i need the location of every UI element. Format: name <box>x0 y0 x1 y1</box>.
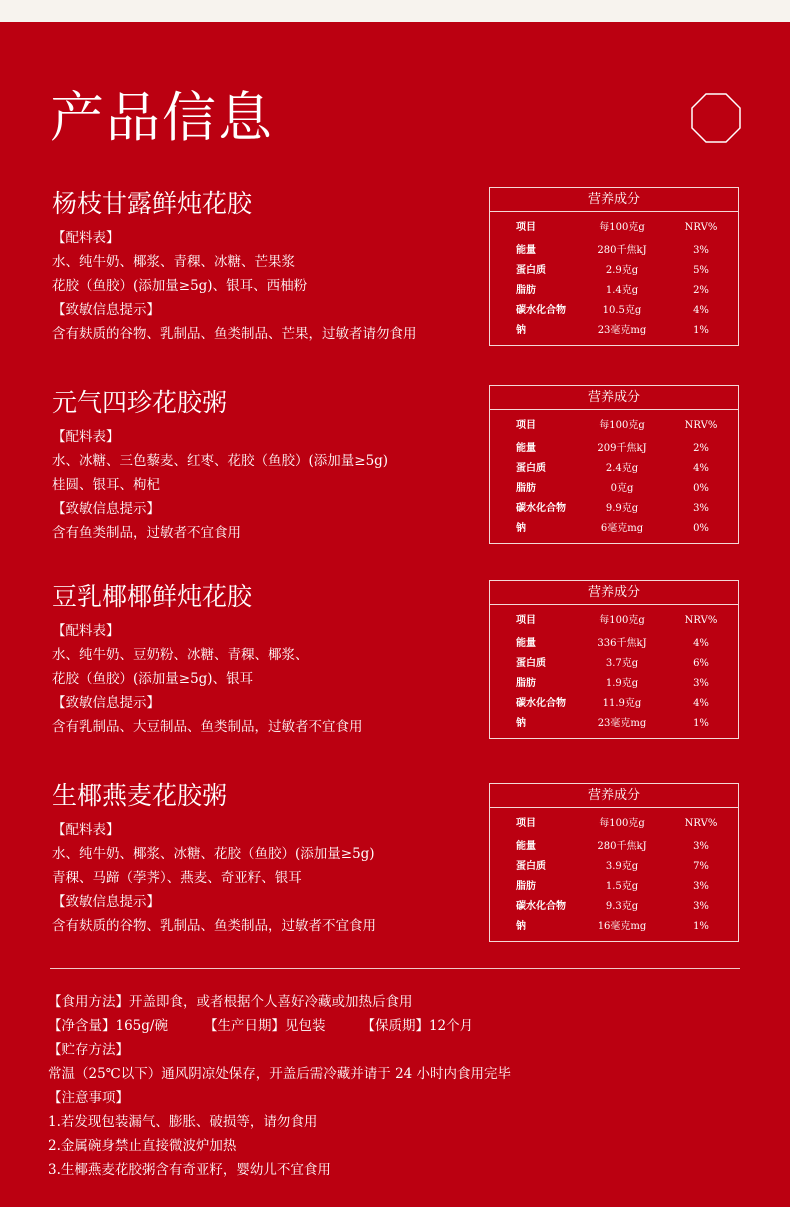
nutrition-header: 营养成分 <box>490 581 738 605</box>
column-label: NRV% <box>684 818 718 829</box>
nutrition-cell: 3% <box>693 841 709 852</box>
nutrition-cell: 2% <box>693 443 709 454</box>
product-section <box>52 581 472 739</box>
product-detail-line: 水、纯牛奶、椰浆、冰糖、花胶（鱼胶）(添加量≥5g) <box>52 846 375 862</box>
nutrition-cell: 1.4克g <box>605 285 639 296</box>
nutrition-cell: 脂肪 <box>516 678 536 689</box>
nutrition-cell: 3% <box>693 503 709 514</box>
nutrition-cell: 钠 <box>516 325 526 336</box>
nutrition-cell: 1.5克g <box>605 881 639 892</box>
nutrition-cell: 能量 <box>516 638 536 649</box>
nutrition-cell: 4% <box>693 698 709 709</box>
column-label: 项目 <box>516 818 536 829</box>
nutrition-row <box>490 459 738 479</box>
nutrition-column-header <box>490 611 738 631</box>
nutrition-cell: 钠 <box>516 523 526 534</box>
column-label: 项目 <box>516 420 536 431</box>
nutrition-row <box>490 877 738 897</box>
column-label: NRV% <box>684 420 718 431</box>
shelf-life: 【保质期】12个月 <box>361 1018 474 1034</box>
nutrition-cell: 碳水化合物 <box>516 698 566 709</box>
nutrition-cell: 蛋白质 <box>516 463 546 474</box>
nutrition-cell: 5% <box>693 265 709 276</box>
column-label: 每100克g <box>599 615 645 626</box>
nutrition-row <box>490 714 738 734</box>
product-detail-line: 含有麸质的谷物、乳制品、鱼类制品、芒果，过敏者请勿食用 <box>52 326 417 342</box>
nutrition-cell: 6% <box>693 658 709 669</box>
product-detail-line: 【配料表】 <box>52 429 120 445</box>
nutrition-table <box>489 783 739 942</box>
nutrition-cell: 3.9克g <box>605 861 639 872</box>
nutrition-cell: 碳水化合物 <box>516 305 566 316</box>
nutrition-row <box>490 281 738 301</box>
nutrition-cell: 脂肪 <box>516 881 536 892</box>
nutrition-row <box>490 694 738 714</box>
spec-line <box>48 1014 748 1038</box>
product-detail-line: 含有鱼类制品，过敏者不宜食用 <box>52 525 241 541</box>
nutrition-cell: 4% <box>693 463 709 474</box>
nutrition-cell: 蛋白质 <box>516 265 546 276</box>
nutrition-cell: 钠 <box>516 718 526 729</box>
nutrition-cell: 蛋白质 <box>516 861 546 872</box>
product-detail-line: 含有乳制品、大豆制品、鱼类制品，过敏者不宜食用 <box>52 719 363 735</box>
product-section <box>52 780 472 938</box>
net-content: 【净含量】165g/碗 <box>48 1018 168 1034</box>
column-label: NRV% <box>684 222 718 233</box>
nutrition-cell: 0% <box>693 483 709 494</box>
storage-text: 常温（25℃以下）通风阴凉处保存，开盖后需冷藏并请于 24 小时内食用完毕 <box>48 1066 512 1082</box>
storage-label: 【贮存方法】 <box>48 1042 129 1058</box>
nutrition-row <box>490 499 738 519</box>
nutrition-cell: 蛋白质 <box>516 658 546 669</box>
product-name: 元气四珍花胶粥 <box>52 388 228 417</box>
product-detail-line: 水、纯牛奶、椰浆、青稞、冰糖、芒果浆 <box>52 254 295 270</box>
product-detail-line: 含有麸质的谷物、乳制品、鱼类制品，过敏者不宜食用 <box>52 918 376 934</box>
notes-label: 【注意事项】 <box>48 1090 129 1106</box>
product-detail-line: 【配料表】 <box>52 623 120 639</box>
nutrition-cell: 3% <box>693 901 709 912</box>
note-item: 2.金属碗身禁止直接微波炉加热 <box>48 1138 237 1154</box>
product-detail-line: 【配料表】 <box>52 822 120 838</box>
nutrition-cell: 4% <box>693 305 709 316</box>
product-detail-line: 花胶（鱼胶）(添加量≥5g)、银耳 <box>52 671 254 687</box>
nutrition-cell: 2.9克g <box>605 265 639 276</box>
nutrition-cell: 4% <box>693 638 709 649</box>
nutrition-cell: 能量 <box>516 841 536 852</box>
page-title: 产品信息 <box>50 86 274 149</box>
product-detail-line: 【致敏信息提示】 <box>52 302 160 318</box>
nutrition-cell: 7% <box>693 861 709 872</box>
nutrition-cell: 11.9克g <box>602 698 642 709</box>
column-label: 每100克g <box>599 222 645 233</box>
nutrition-cell: 能量 <box>516 443 536 454</box>
product-detail-line: 【致敏信息提示】 <box>52 894 160 910</box>
nutrition-cell: 16毫克mg <box>597 921 647 932</box>
nutrition-row <box>490 261 738 281</box>
nutrition-header: 营养成分 <box>490 188 738 212</box>
nutrition-cell: 3% <box>693 245 709 256</box>
nutrition-cell: 1% <box>693 718 709 729</box>
nutrition-cell: 碳水化合物 <box>516 901 566 912</box>
column-label: 项目 <box>516 615 536 626</box>
production-date: 【生产日期】见包装 <box>203 1018 326 1034</box>
nutrition-cell: 钠 <box>516 921 526 932</box>
product-detail-line: 桂圆、银耳、枸杞 <box>52 477 160 493</box>
product-detail-line: 水、纯牛奶、豆奶粉、冰糖、青稞、椰浆、 <box>52 647 309 663</box>
product-name: 生椰燕麦花胶粥 <box>52 781 228 810</box>
product-name: 杨枝甘露鲜炖花胶 <box>52 189 253 218</box>
nutrition-row <box>490 439 738 459</box>
top-strip <box>0 0 790 22</box>
column-label: 每100克g <box>599 420 645 431</box>
nutrition-cell: 2% <box>693 285 709 296</box>
column-label: 每100克g <box>599 818 645 829</box>
octagon-icon <box>690 92 742 144</box>
nutrition-cell: 1.9克g <box>605 678 639 689</box>
nutrition-row <box>490 857 738 877</box>
nutrition-header: 营养成分 <box>490 386 738 410</box>
product-section <box>52 387 472 545</box>
nutrition-row <box>490 837 738 857</box>
note-item: 3.生椰燕麦花胶粥含有奇亚籽，婴幼儿不宜食用 <box>48 1162 331 1178</box>
nutrition-cell: 209千焦kJ <box>597 443 647 454</box>
product-name: 豆乳椰椰鲜炖花胶 <box>52 582 253 611</box>
usage-text: 【食用方法】开盖即食，或者根据个人喜好冷藏或加热后食用 <box>48 994 413 1010</box>
product-section <box>52 188 472 346</box>
nutrition-row <box>490 634 738 654</box>
product-detail-line: 花胶（鱼胶）(添加量≥5g)、银耳、西柚粉 <box>52 278 308 294</box>
nutrition-cell: 280千焦kJ <box>597 841 647 852</box>
nutrition-row <box>490 241 738 261</box>
nutrition-cell: 3.7克g <box>605 658 639 669</box>
nutrition-column-header <box>490 416 738 436</box>
nutrition-cell: 9.3克g <box>605 901 639 912</box>
nutrition-cell: 336千焦kJ <box>597 638 647 649</box>
nutrition-cell: 6毫克mg <box>600 523 644 534</box>
nutrition-cell: 0克g <box>610 483 634 494</box>
nutrition-column-header <box>490 814 738 834</box>
nutrition-row <box>490 479 738 499</box>
column-label: 项目 <box>516 222 536 233</box>
nutrition-table <box>489 385 739 544</box>
nutrition-cell: 3% <box>693 881 709 892</box>
nutrition-table <box>489 580 739 739</box>
product-detail-line: 青稞、马蹄（荸荠）、燕麦、奇亚籽、银耳 <box>52 870 302 886</box>
nutrition-cell: 10.5克g <box>602 305 642 316</box>
nutrition-cell: 0% <box>693 523 709 534</box>
note-item: 1.若发现包装漏气、膨胀、破损等，请勿食用 <box>48 1114 318 1130</box>
nutrition-cell: 1% <box>693 921 709 932</box>
nutrition-row <box>490 917 738 937</box>
footer-info <box>48 990 748 1182</box>
nutrition-row <box>490 654 738 674</box>
nutrition-cell: 脂肪 <box>516 285 536 296</box>
product-detail-line: 【致敏信息提示】 <box>52 695 160 711</box>
nutrition-cell: 1% <box>693 325 709 336</box>
nutrition-row <box>490 674 738 694</box>
nutrition-cell: 碳水化合物 <box>516 503 566 514</box>
column-label: NRV% <box>684 615 718 626</box>
nutrition-cell: 23毫克mg <box>597 325 647 336</box>
nutrition-row <box>490 321 738 341</box>
nutrition-cell: 280千焦kJ <box>597 245 647 256</box>
nutrition-table <box>489 187 739 346</box>
nutrition-cell: 2.4克g <box>605 463 639 474</box>
nutrition-column-header <box>490 218 738 238</box>
nutrition-row <box>490 897 738 917</box>
nutrition-cell: 3% <box>693 678 709 689</box>
product-detail-line: 水、冰糖、三色藜麦、红枣、花胶（鱼胶）(添加量≥5g) <box>52 453 389 469</box>
nutrition-header: 营养成分 <box>490 784 738 808</box>
nutrition-row <box>490 301 738 321</box>
nutrition-cell: 能量 <box>516 245 536 256</box>
product-detail-line: 【配料表】 <box>52 230 120 246</box>
nutrition-row <box>490 519 738 539</box>
product-detail-line: 【致敏信息提示】 <box>52 501 160 517</box>
divider <box>50 968 740 969</box>
nutrition-cell: 脂肪 <box>516 483 536 494</box>
nutrition-cell: 23毫克mg <box>597 718 647 729</box>
nutrition-cell: 9.9克g <box>605 503 639 514</box>
